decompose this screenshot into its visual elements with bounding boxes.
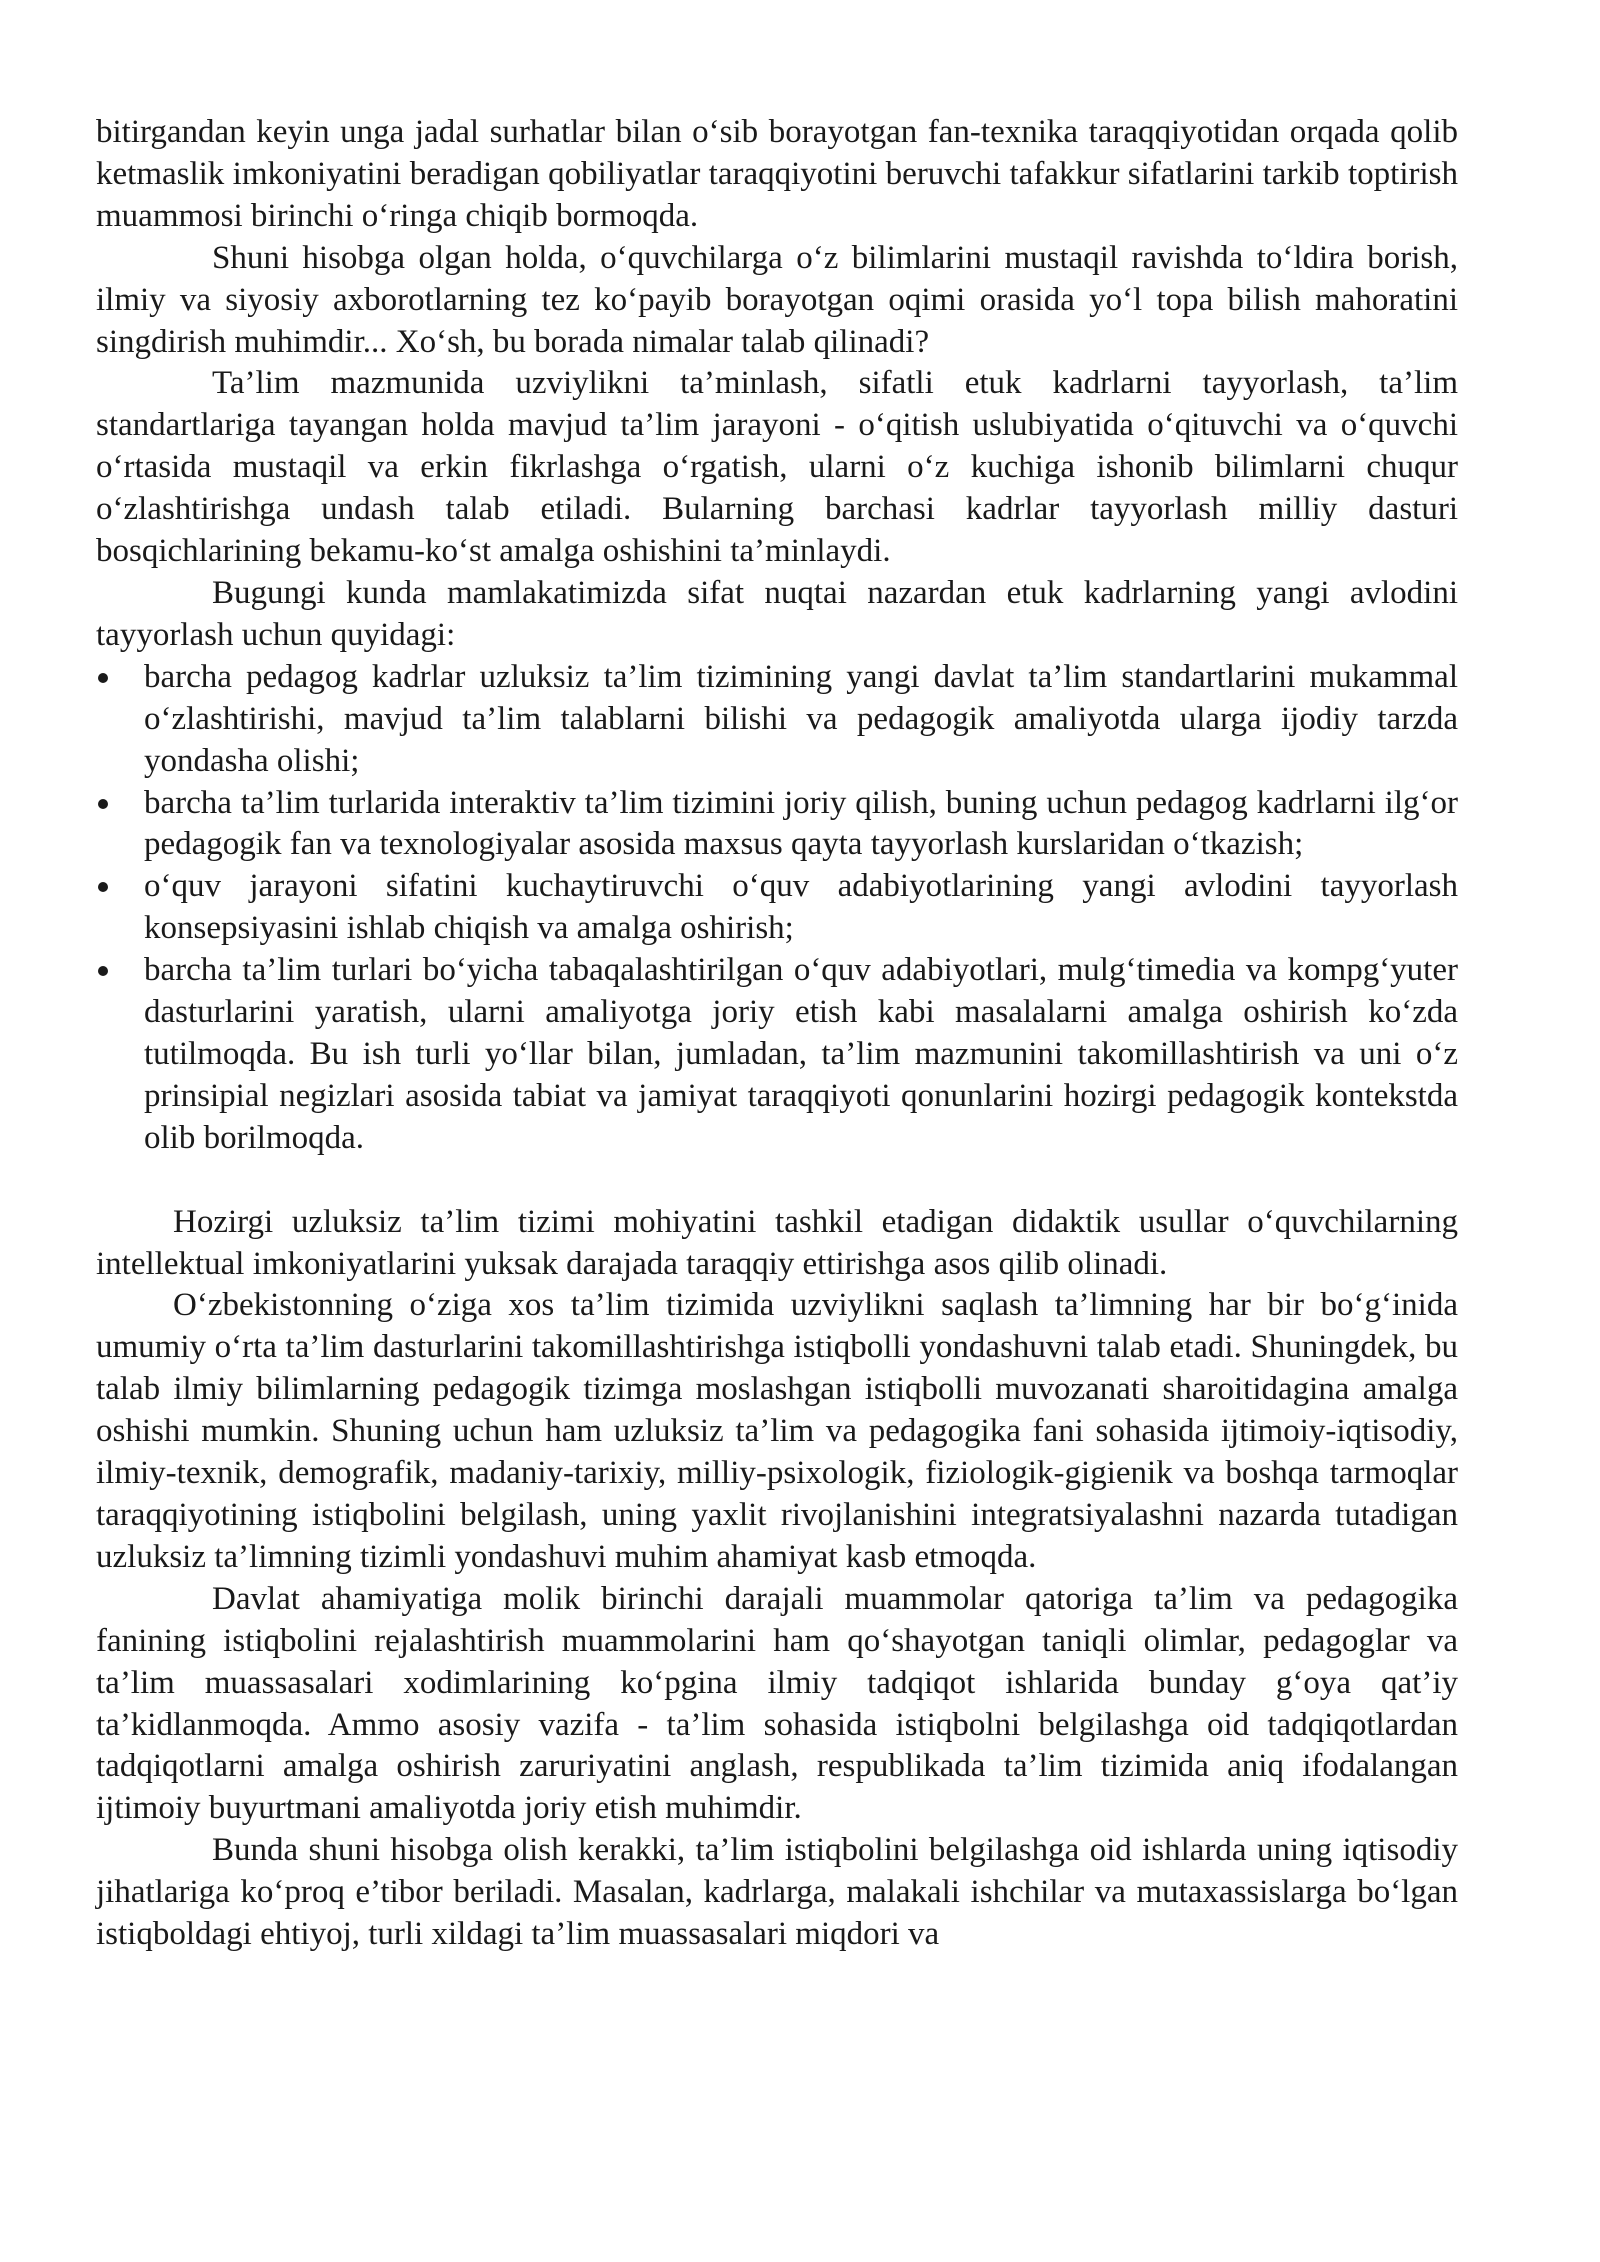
- list-item-text: barcha ta’lim turlarida interaktiv ta’lim tizimini joriy qilish, buning uchun pedagog kadrlarni ilg‘or pedagogik fan va texnologiyalar asosida maxsus qayta tayyorlash kurslaridan o‘tkazish;: [144, 784, 1458, 863]
- bullet-icon: [98, 966, 108, 976]
- requirements-list: [96, 657, 1458, 1160]
- paragraph-didactic-methods: Hozirgi uzluksiz ta’lim tizimi mohiyatini tashkil etadigan didaktik usullar o‘quvchilarning intellektual imkoniyatlarini yuksak darajada taraqqiy ettirishga asos qilib olinadi.: [96, 1203, 1458, 1282]
- document-page: [96, 112, 1458, 1956]
- list-item: [96, 783, 1458, 867]
- list-item-text: barcha pedagog kadrlar uzluksiz ta’lim tizimining yangi davlat ta’lim standartlarini mukammal o‘zlashtirishi, mavjud ta’lim talablarni bilishi va pedagogik amaliyotda ularga ijodiy tarzda yondasha olishi;: [144, 658, 1458, 779]
- paragraph-state-priority: Davlat ahamiyatiga molik birinchi darajali muammolar qatoriga ta’lim va pedagogika fanining istiqbolini rejalashtirish muammolarini ham qo‘shayotgan taniqli olimlar, pedagoglar va ta’lim muassasalari xodimlarining ko‘pgina ilmiy tadqiqot ishlarida bunday g‘oya qat’iy ta’kidlanmoqda. Ammo asosiy vazifa - ta’lim sohasida istiqbolni belgilashga oid tadqiqotlardan tadqiqotlarni amalga oshirish zaruriyatini anglash, respublikada ta’lim tizimida aniq ifodalangan ijtimoiy buyurtmani amaliyotda joriy etish muhimdir.: [96, 1580, 1458, 1827]
- bullet-icon: [98, 799, 108, 809]
- list-item: [96, 657, 1458, 783]
- paragraph-self-study-skills: Shuni hisobga olgan holda, o‘quvchilarga o‘z bilimlarini mustaqil ravishda to‘ldira borish, ilmiy va siyosiy axborotlarning tez ko‘payib borayotgan oqimi orasida yo‘l topa bilish mahoratini singdirish muhimdir... Xo‘sh, bu borada nimalar talab qilinadi?: [96, 239, 1458, 360]
- bullet-icon: [98, 673, 108, 683]
- list-item-text: barcha ta’lim turlari bo‘yicha tabaqalashtirilgan o‘quv adabiyotlari, mulg‘timedia va kompg‘yuter dasturlarini yaratish, ularni amaliyotga joriy etish kabi masalalarni amalga oshirish ko‘zda tutilmoqda. Bu ish turli yo‘llar bilan, jumladan, ta’lim mazmunini takomillashtirish va uni o‘z prinsipial negizlari asosida tabiat va jamiyat taraqqiyoti qonunlarini hozirgi pedagogik kontekstda olib borilmoqda.: [144, 952, 1458, 1156]
- list-item: [96, 866, 1458, 950]
- paragraph-uzbekistan-system: O‘zbekistonning o‘ziga xos ta’lim tizimida uzviylikni saqlash ta’limning har bir bo‘g‘inida umumiy o‘rta ta’lim dasturlarini takomillashtirishga istiqbolli yondashuvni talab etadi. Shuningdek, bu talab ilmiy bilimlarning pedagogik tizimga moslashgan istiqbolli muvozanati sharoitidagina amalga oshishi mumkin. Shuning uchun ham uzluksiz ta’lim va pedagogika fani sohasida ijtimoiy-iqtisodiy, ilmiy-texnik, demografik, madaniy-tarixiy, milliy-psixologik, fiziologik-gigienik va boshqa tarmoqlar taraqqiyotining istiqbolini belgilash, uning yaxlit rivojlanishini integratsiyalashni nazarda tutadigan uzluksiz ta’limning tizimli yondashuvi muhim ahamiyat kasb etmoqda.: [96, 1287, 1458, 1575]
- list-item: [96, 950, 1458, 1160]
- bullet-icon: [98, 882, 108, 892]
- paragraph-economic-aspects: Bunda shuni hisobga olish kerakki, ta’lim istiqbolini belgilashga oid ishlarda uning iqtisodiy jihatlariga ko‘proq e’tibor beriladi. Masalan, kadrlarga, malakali ishchilar va mutaxassislarga bo‘lgan istiqboldagi ehtiyoj, turli xildagi ta’lim muassasalari miqdori va: [96, 1832, 1458, 1953]
- blank-line: [96, 1160, 1458, 1202]
- paragraph-education-continuity: Ta’lim mazmunida uzviylikni ta’minlash, sifatli etuk kadrlarni tayyorlash, ta’lim standartlariga tayangan holda mavjud ta’lim jarayoni - o‘qitish uslubiyatida o‘qituvchi va o‘quvchi o‘rtasida mustaqil va erkin fikrlashga o‘rgatish, ularni o‘z kuchiga ishonib bilimlarni chuqur o‘zlashtirishga undash talab etiladi. Bularning barchasi kadrlar tayyorlash milliy dasturi bosqichlarining bekamu-ko‘st amalga oshishini ta’minlaydi.: [96, 365, 1458, 570]
- paragraph-continuation: bitirgandan keyin unga jadal surhatlar bilan o‘sib borayotgan fan-texnika taraqqiyotidan orqada qolib ketmaslik imkoniyatini beradigan qobiliyatlar taraqqiyotini beruvchi tafakkur sifatlarini tarkib toptirish muammosi birinchi o‘ringa chiqib bormoqda.: [96, 114, 1458, 234]
- list-item-text: o‘quv jarayoni sifatini kuchaytiruvchi o‘quv adabiyotlarining yangi avlodini tayyorlash konsepsiyasini ishlab chiqish va amalga oshirish;: [144, 868, 1458, 947]
- paragraph-list-intro: Bugungi kunda mamlakatimizda sifat nuqtai nazardan etuk kadrlarning yangi avlodini tayyorlash uchun quyidagi:: [96, 574, 1458, 653]
